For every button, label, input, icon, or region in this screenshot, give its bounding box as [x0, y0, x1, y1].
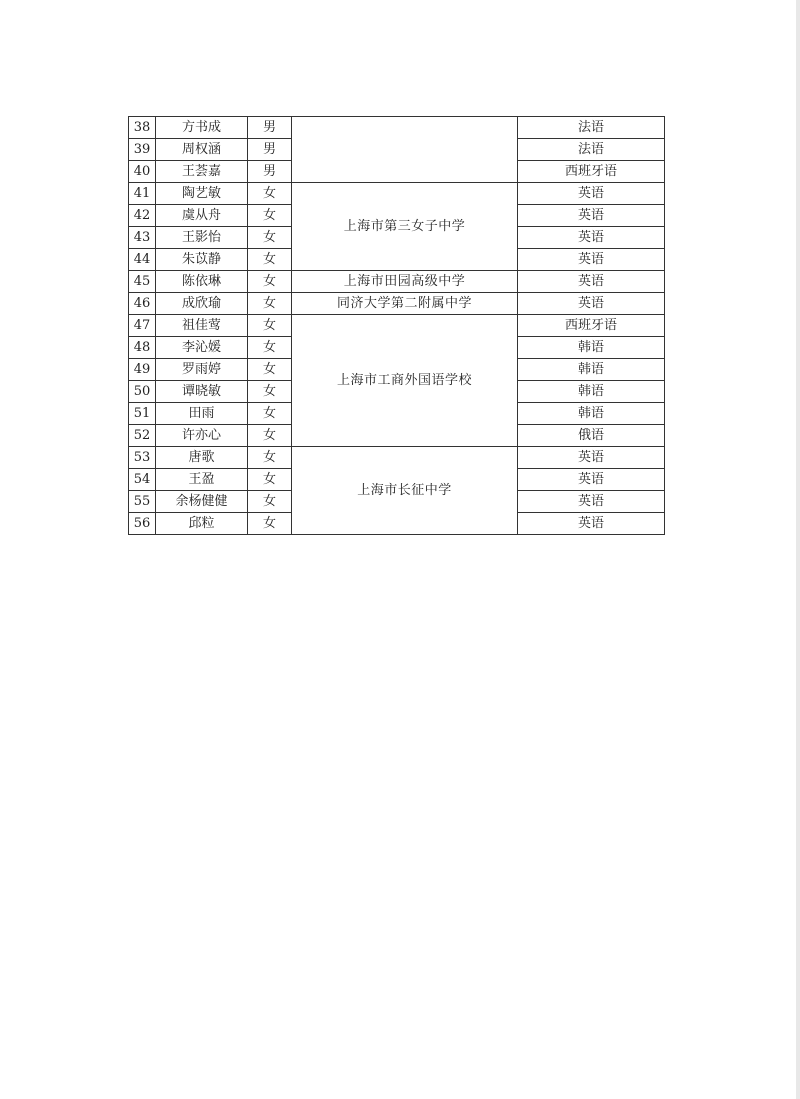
student-name: 邱粒 — [156, 513, 248, 535]
language: 西班牙语 — [518, 161, 665, 183]
language: 韩语 — [518, 337, 665, 359]
language: 英语 — [518, 205, 665, 227]
row-number: 48 — [129, 337, 156, 359]
student-sex: 女 — [248, 183, 292, 205]
table-row — [129, 183, 665, 205]
student-name: 陶艺敏 — [156, 183, 248, 205]
student-sex: 女 — [248, 337, 292, 359]
student-name: 祖佳莺 — [156, 315, 248, 337]
student-name: 许亦心 — [156, 425, 248, 447]
student-sex: 男 — [248, 139, 292, 161]
language: 西班牙语 — [518, 315, 665, 337]
language: 英语 — [518, 469, 665, 491]
language: 英语 — [518, 227, 665, 249]
school-cell — [292, 117, 518, 183]
row-number: 52 — [129, 425, 156, 447]
table-row — [129, 293, 665, 315]
row-number: 55 — [129, 491, 156, 513]
student-name: 朱苡静 — [156, 249, 248, 271]
student-sex: 女 — [248, 513, 292, 535]
student-name: 王荟嘉 — [156, 161, 248, 183]
row-number: 53 — [129, 447, 156, 469]
language: 英语 — [518, 447, 665, 469]
student-name: 虞从舟 — [156, 205, 248, 227]
language: 韩语 — [518, 381, 665, 403]
student-name: 余杨健健 — [156, 491, 248, 513]
student-sex: 女 — [248, 315, 292, 337]
student-sex: 女 — [248, 425, 292, 447]
student-name: 罗雨婷 — [156, 359, 248, 381]
row-number: 45 — [129, 271, 156, 293]
student-name: 王影怡 — [156, 227, 248, 249]
table-row — [129, 447, 665, 469]
student-name: 李沁媛 — [156, 337, 248, 359]
row-number: 56 — [129, 513, 156, 535]
school-cell: 上海市长征中学 — [292, 447, 518, 535]
school-cell: 上海市田园高级中学 — [292, 271, 518, 293]
student-name: 周权涵 — [156, 139, 248, 161]
student-sex: 女 — [248, 359, 292, 381]
school-cell: 上海市工商外国语学校 — [292, 315, 518, 447]
language: 英语 — [518, 491, 665, 513]
language: 英语 — [518, 183, 665, 205]
language: 英语 — [518, 271, 665, 293]
row-number: 47 — [129, 315, 156, 337]
student-name: 田雨 — [156, 403, 248, 425]
student-sex: 男 — [248, 161, 292, 183]
student-name: 陈依琳 — [156, 271, 248, 293]
student-sex: 女 — [248, 469, 292, 491]
row-number: 42 — [129, 205, 156, 227]
student-sex: 男 — [248, 117, 292, 139]
student-roster-table — [128, 116, 665, 535]
row-number: 46 — [129, 293, 156, 315]
school-cell: 上海市第三女子中学 — [292, 183, 518, 271]
row-number: 41 — [129, 183, 156, 205]
scan-edge-shadow — [796, 0, 800, 1099]
student-name: 唐歌 — [156, 447, 248, 469]
table-row — [129, 315, 665, 337]
row-number: 50 — [129, 381, 156, 403]
student-sex: 女 — [248, 205, 292, 227]
row-number: 49 — [129, 359, 156, 381]
table-row — [129, 271, 665, 293]
table-row — [129, 117, 665, 139]
row-number: 39 — [129, 139, 156, 161]
language: 英语 — [518, 249, 665, 271]
row-number: 40 — [129, 161, 156, 183]
language: 法语 — [518, 117, 665, 139]
student-sex: 女 — [248, 293, 292, 315]
row-number: 38 — [129, 117, 156, 139]
student-name: 方书成 — [156, 117, 248, 139]
student-sex: 女 — [248, 271, 292, 293]
student-sex: 女 — [248, 491, 292, 513]
language: 英语 — [518, 513, 665, 535]
student-sex: 女 — [248, 447, 292, 469]
student-name: 王盈 — [156, 469, 248, 491]
language: 韩语 — [518, 403, 665, 425]
language: 英语 — [518, 293, 665, 315]
language: 俄语 — [518, 425, 665, 447]
language: 法语 — [518, 139, 665, 161]
language: 韩语 — [518, 359, 665, 381]
row-number: 54 — [129, 469, 156, 491]
row-number: 43 — [129, 227, 156, 249]
student-sex: 女 — [248, 227, 292, 249]
row-number: 44 — [129, 249, 156, 271]
student-sex: 女 — [248, 249, 292, 271]
row-number: 51 — [129, 403, 156, 425]
school-cell: 同济大学第二附属中学 — [292, 293, 518, 315]
student-name: 谭晓敏 — [156, 381, 248, 403]
student-sex: 女 — [248, 403, 292, 425]
student-sex: 女 — [248, 381, 292, 403]
student-name: 成欣瑜 — [156, 293, 248, 315]
